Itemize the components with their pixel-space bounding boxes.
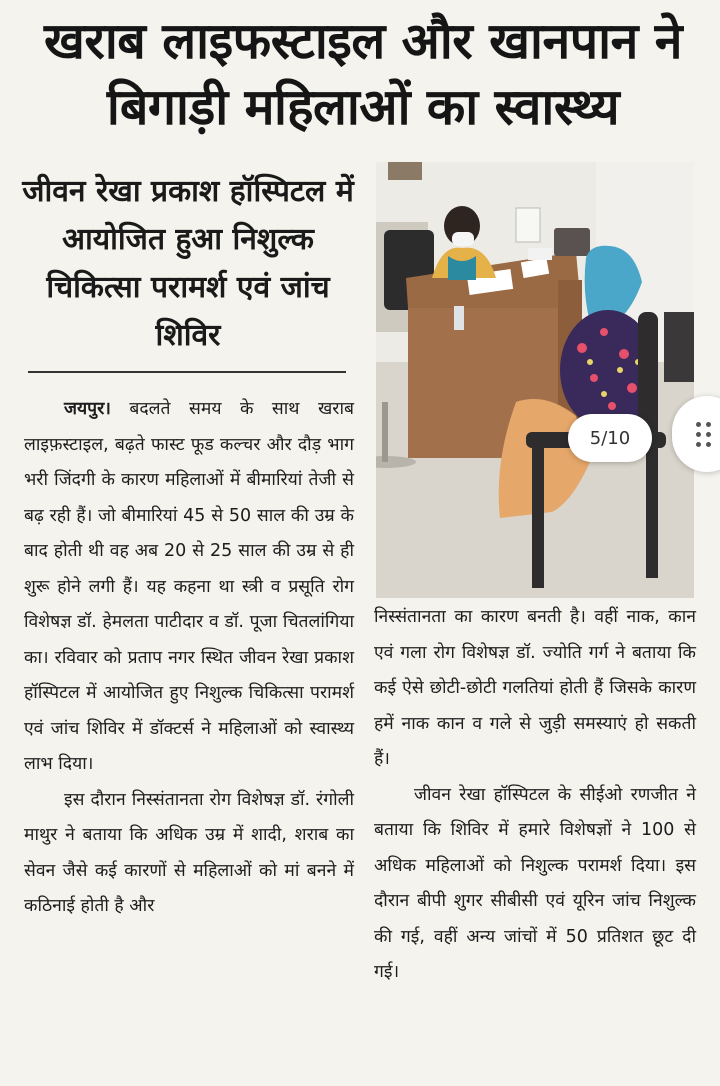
article-paragraph [24,392,354,783]
article-column-right [374,600,696,991]
paragraph-text: बदलते समय के साथ खराब लाइफ़स्टाइल, बढ़ते फास्ट फूड कल्चर और दौड़ भाग भरी जिंदगी के कारण महिलाओं में बीमारियां तेजी से बढ़ रही हैं। जो बीमारियां 45 से 50 साल की उम्र के बाद होती थी वह अब 20 से 25 साल की उम्र से ही शुरू होने लगी हैं। यह कहना था स्त्री व प्रसूति रोग विशेषज्ञ डॉ. हेमलता पाटीदार व डॉ. पूजा चितलांगिया का। रविवार को प्रताप नगर स्थित जीवन रेखा प्रकाश हॉस्पिटल में आयोजित हुए निशुल्क चिकित्सा परामर्श एवं जांच शिविर में डॉक्टर्स ने महिलाओं को स्वास्थ्य लाभ दिया। [24,399,354,774]
article-paragraph: इस दौरान निस्संतानता रोग विशेषज्ञ डॉ. रंगोली माथुर ने बताया कि अधिक उम्र में शादी, शराब का सेवन जैसे कई कारणों से महिलाओं को मां बनने में कठिनाई होती है और [24,789,354,916]
article-headline: खराब लाइफस्टाइल और खानपान ने बिगाड़ी महिलाओं का स्वास्थ्य [43,12,683,136]
page-counter-badge[interactable]: 5/10 [568,414,652,462]
article-column-left [24,392,354,925]
article-paragraph: निस्संतानता का कारण बनती है। वहीं नाक, कान एवं गला रोग विशेषज्ञ डॉ. ज्योति गर्ग ने बताया कि कई ऐसे छोटी-छोटी गलतियां होती हैं जिसके कारण हमें नाक कान व गले से जुड़ी समस्याएं हो सकती हैं। [374,607,696,769]
article-paragraph: जीवन रेखा हॉस्पिटल के सीईओ रणजीत ने बताया कि शिविर में हमारे विशेषज्ञों ने 100 से अधिक महिलाओं को निशुल्क परामर्श दिया। इस दौरान बीपी शुगर सीबीसी एवं यूरिन जांच निशुल्क की गई, वहीं अन्य जांचों में 50 प्रतिशत छूट दी गई। [374,784,696,982]
clinic-consultation-illustration [376,162,694,598]
divider-rule [28,371,346,373]
article-subheadline: जीवन रेखा प्रकाश हॉस्पिटल में आयोजित हुआ निशुल्क चिकित्सा परामर्श एवं जांच शिविर [22,174,354,353]
article-photo [376,162,694,598]
dateline: जयपुर। [64,399,111,419]
